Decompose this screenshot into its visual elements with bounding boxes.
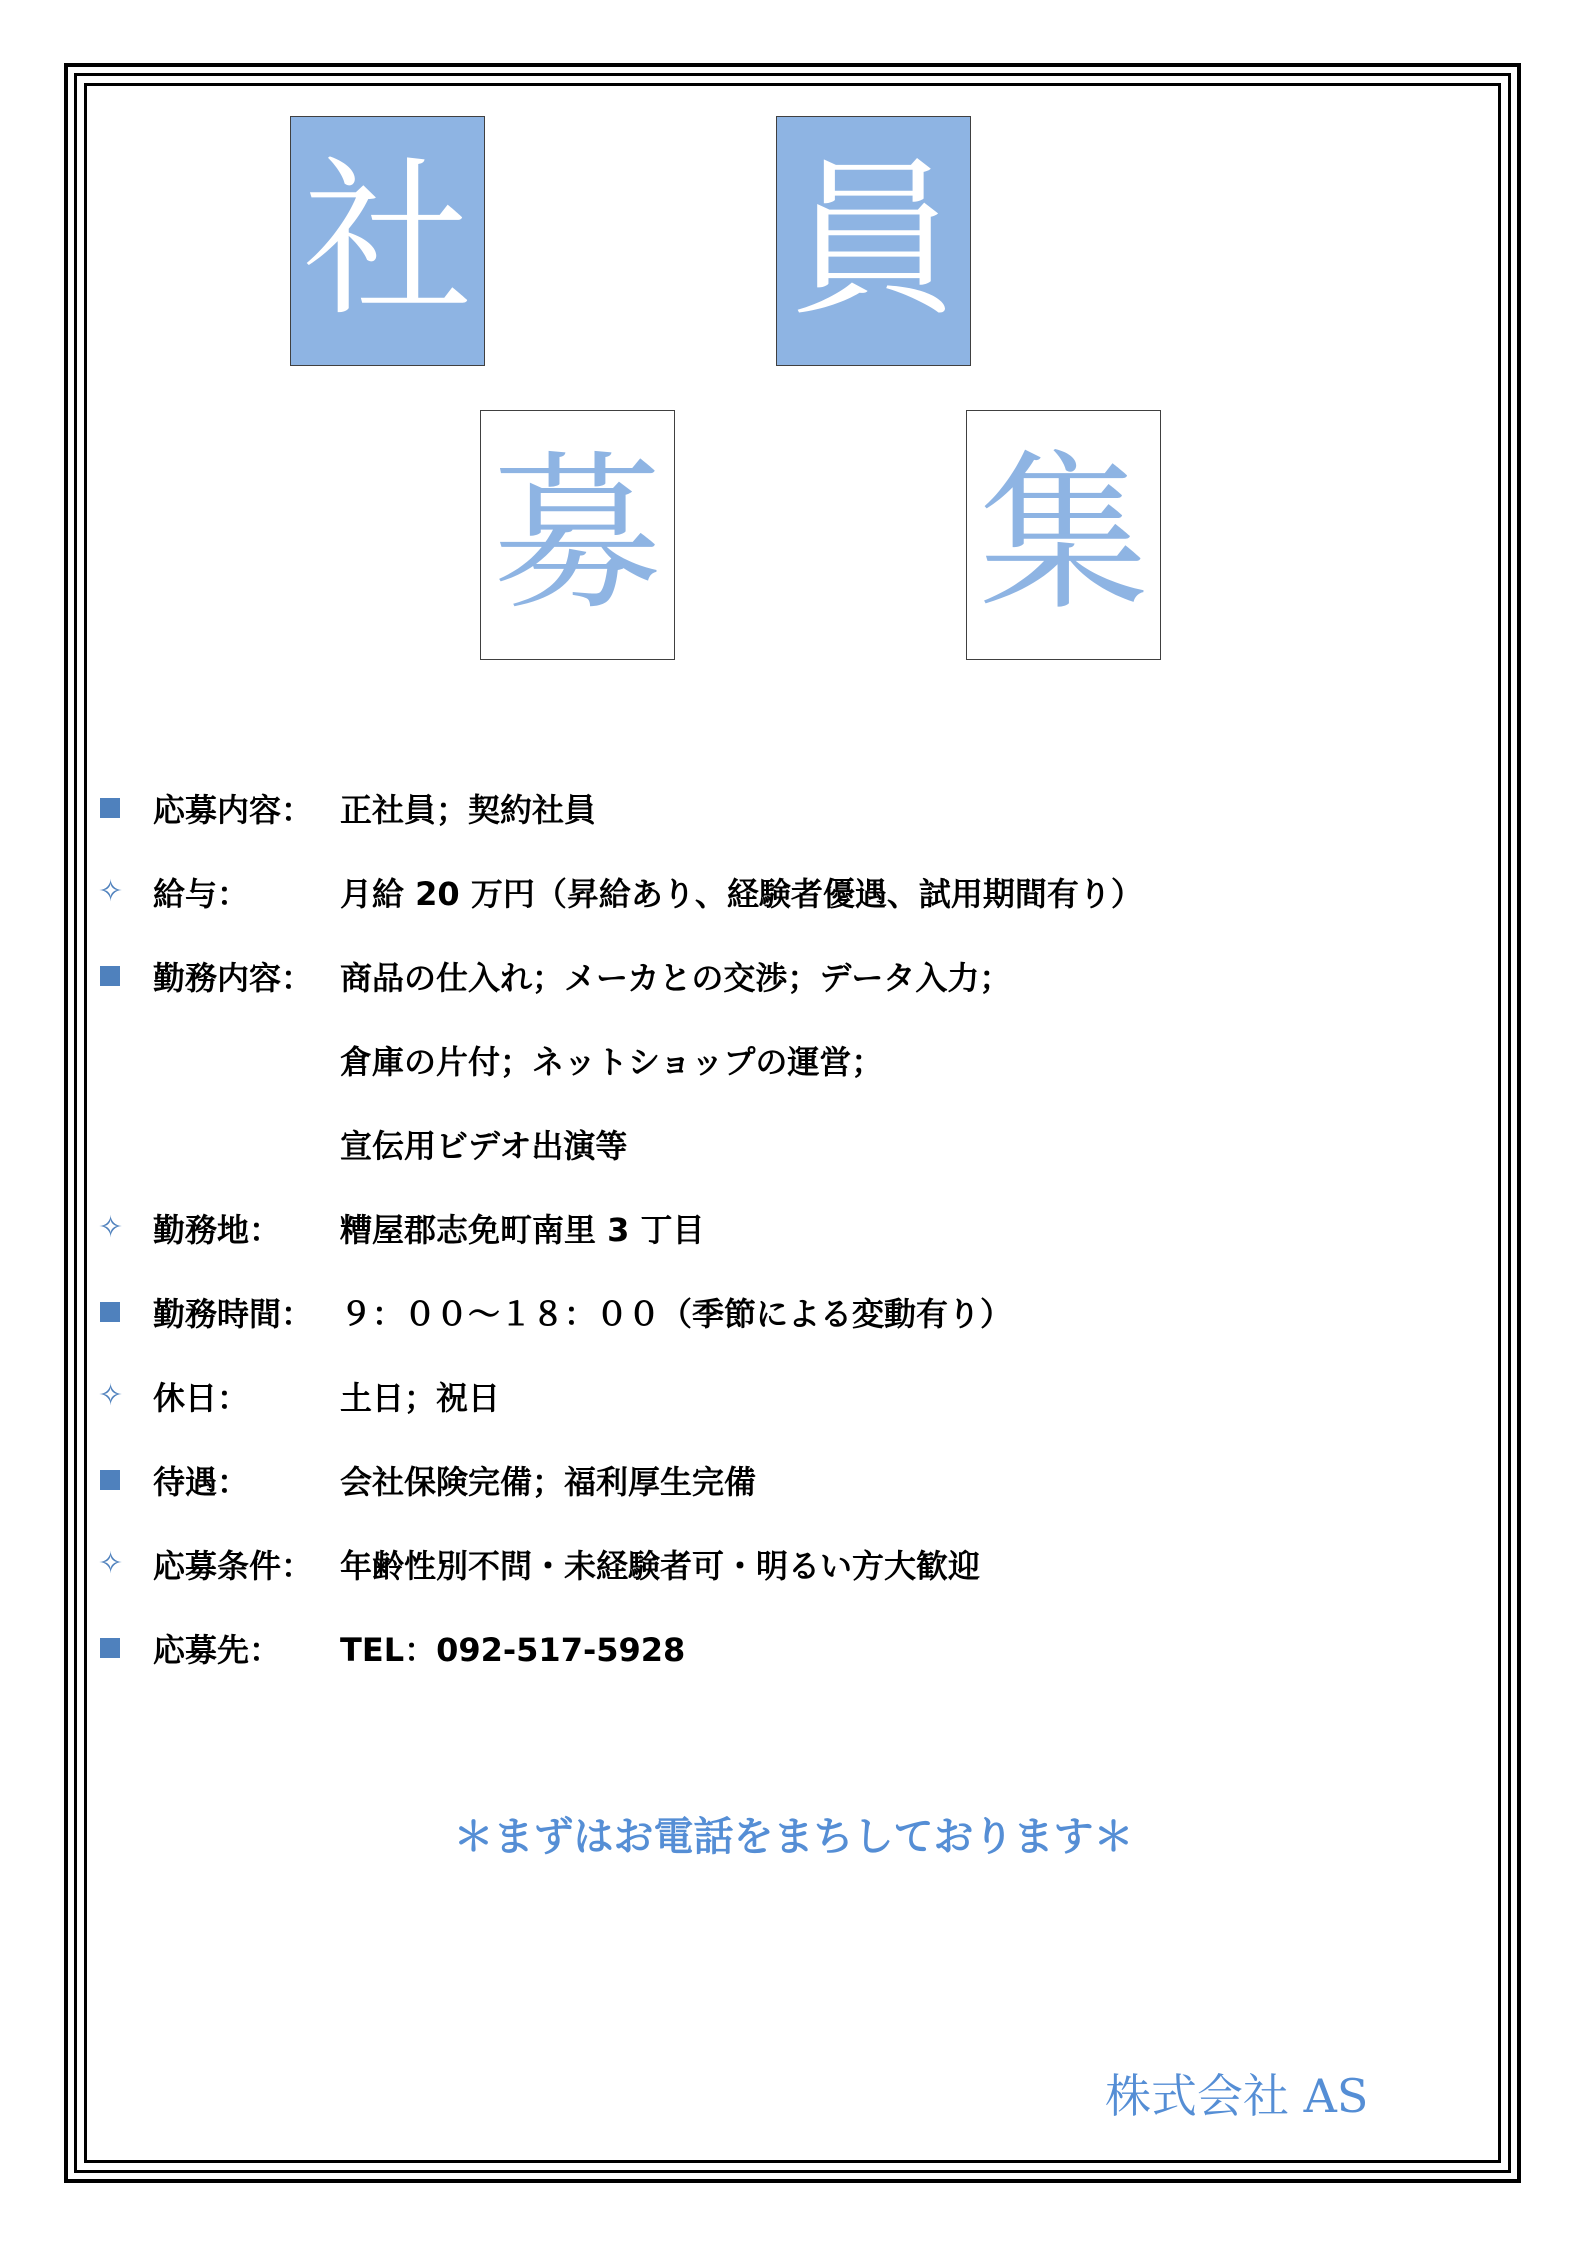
info-label: 給与： <box>153 875 250 913</box>
info-label: 休日： <box>153 1379 250 1417</box>
star-bullet-icon: ✧ <box>98 1378 124 1413</box>
info-duties-continuation: 倉庫の片付；ネットショップの運営； <box>340 1043 884 1081</box>
info-value: 土日；祝日 <box>340 1379 501 1417</box>
info-row-location <box>98 1200 705 1256</box>
contact-phone: TEL：092-517-5928 <box>340 1631 686 1669</box>
star-bullet-icon: ✧ <box>98 1210 124 1245</box>
square-bullet-icon <box>100 966 120 986</box>
star-bullet-icon: ✧ <box>98 1546 124 1581</box>
info-value: 商品の仕入れ；メーカとの交渉；データ入力； <box>340 959 1012 997</box>
info-row-hours <box>98 1284 1012 1340</box>
square-bullet-icon <box>100 1302 120 1322</box>
info-row-duties <box>98 948 1011 1004</box>
info-row-holidays <box>98 1368 500 1424</box>
square-bullet-icon <box>100 1638 120 1658</box>
title-char-shu: 集 <box>966 410 1161 660</box>
info-label: 応募内容： <box>153 791 314 829</box>
info-label: 勤務地： <box>153 1211 282 1249</box>
info-value: 年齢性別不問・未経験者可・明るい方大歓迎 <box>340 1547 981 1585</box>
info-value: ９：００～１８：００（季節による変動有り） <box>340 1295 1013 1333</box>
info-label: 勤務内容： <box>153 959 314 997</box>
info-row-contact <box>98 1620 685 1676</box>
info-row-position <box>98 780 596 836</box>
info-label: 待遇： <box>153 1463 250 1501</box>
info-label: 応募先： <box>153 1631 282 1669</box>
info-value: 会社保険完備；福利厚生完備 <box>340 1463 757 1501</box>
info-row-benefits <box>98 1452 756 1508</box>
title-char-in: 員 <box>776 116 971 366</box>
info-row-requirements <box>98 1536 980 1592</box>
square-bullet-icon <box>100 1470 120 1490</box>
title-char-sha: 社 <box>290 116 485 366</box>
company-name: 株式会社 AS <box>1105 2069 1369 2123</box>
info-value: 月給 20 万円（昇給あり、経験者優遇、試用期間有り） <box>340 875 1143 913</box>
star-bullet-icon: ✧ <box>98 874 124 909</box>
info-label: 勤務時間： <box>153 1295 314 1333</box>
closing-message: ＊まずはお電話をまちしております＊ <box>453 1814 1134 1860</box>
info-value: 糟屋郡志免町南里 3 丁目 <box>340 1211 705 1249</box>
info-label: 応募条件： <box>153 1547 314 1585</box>
info-value: 正社員；契約社員 <box>340 791 597 829</box>
info-duties-continuation: 宣伝用ビデオ出演等 <box>340 1127 628 1165</box>
square-bullet-icon <box>100 798 120 818</box>
title-char-bo: 募 <box>480 410 675 660</box>
info-row-salary <box>98 864 1143 920</box>
